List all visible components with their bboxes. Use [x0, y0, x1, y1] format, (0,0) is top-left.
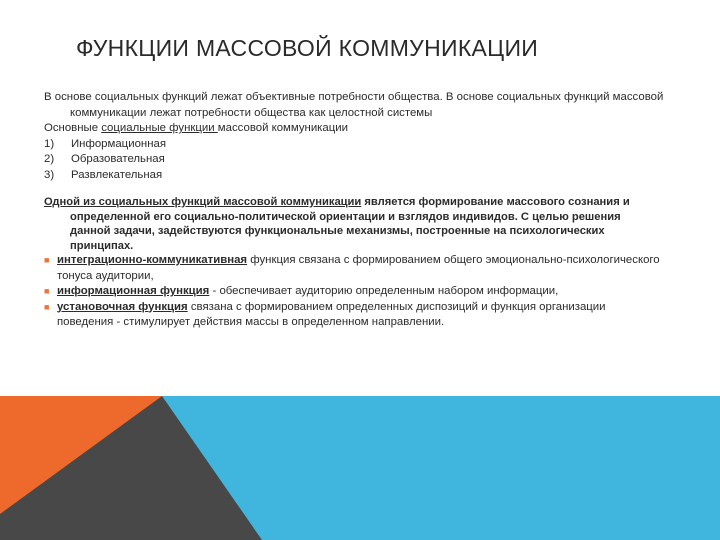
- list-item: [44, 152, 664, 168]
- spacer: [44, 183, 664, 195]
- list-item: [44, 168, 664, 184]
- basic-underlined: социальные функции: [101, 122, 218, 134]
- square-bullet-icon: ■: [44, 286, 50, 296]
- bullet-term: установочная функция: [57, 300, 188, 313]
- list-number: 3): [44, 168, 55, 181]
- square-bullet-icon: ■: [44, 301, 50, 312]
- slide-title: ФУНКЦИИ МАССОВОЙ КОММУНИКАЦИИ: [76, 35, 539, 61]
- basic-suffix: массовой коммуникации: [217, 122, 349, 134]
- bold-paragraph-rest: является формирование массового сознания и определенной его социально-политической ориентации и взглядов индивидов. С целью решения данной задачи, задействуются функциональные механизмы, построенные на психологических принципах.: [70, 196, 630, 252]
- intro-paragraph: [44, 90, 664, 121]
- bullet-term: интеграционно-коммуникативная: [57, 254, 248, 266]
- list-label: Образовательная: [71, 153, 165, 165]
- list-item: [44, 137, 664, 153]
- bullet-description: - обеспечивает аудиторию определенным набором информации,: [209, 285, 559, 297]
- square-bullet-icon: ■: [44, 255, 50, 265]
- intro-line-1: В основе социальных функций лежат объективные потребности общества. В основе социальных: [44, 91, 561, 103]
- bold-paragraph-underlined: Одной из социальных функций массовой коммуникации: [44, 196, 362, 208]
- bullet-text: [57, 253, 664, 284]
- list-label: Информационная: [71, 137, 166, 150]
- bullet-text: [57, 284, 664, 300]
- list-number: 1): [44, 137, 55, 150]
- basic-prefix: Основные: [44, 122, 102, 134]
- bold-paragraph: [44, 195, 664, 253]
- intro-line-2: функций массовой коммуникации лежат потребности общества как целостной системы: [70, 91, 664, 119]
- bullet-item: [44, 253, 664, 284]
- basic-functions-line: [44, 121, 664, 137]
- list-number: 2): [44, 153, 55, 165]
- decorative-band: [0, 396, 720, 540]
- bullet-text: [57, 300, 664, 331]
- bullet-description: функция связана с формированием общего эмоционально-психологического тонуса аудитории,: [57, 254, 660, 282]
- list-label: Развлекательная: [71, 168, 163, 181]
- slide-content: [44, 90, 664, 331]
- bullet-term: информационная функция: [57, 285, 210, 297]
- bullet-description: связана с формированием определенных диспозиций и функция организации поведения - стимулирует действия массы в определенном направлении.: [57, 300, 606, 328]
- bullet-item: [44, 300, 664, 331]
- bullet-item: [44, 284, 664, 300]
